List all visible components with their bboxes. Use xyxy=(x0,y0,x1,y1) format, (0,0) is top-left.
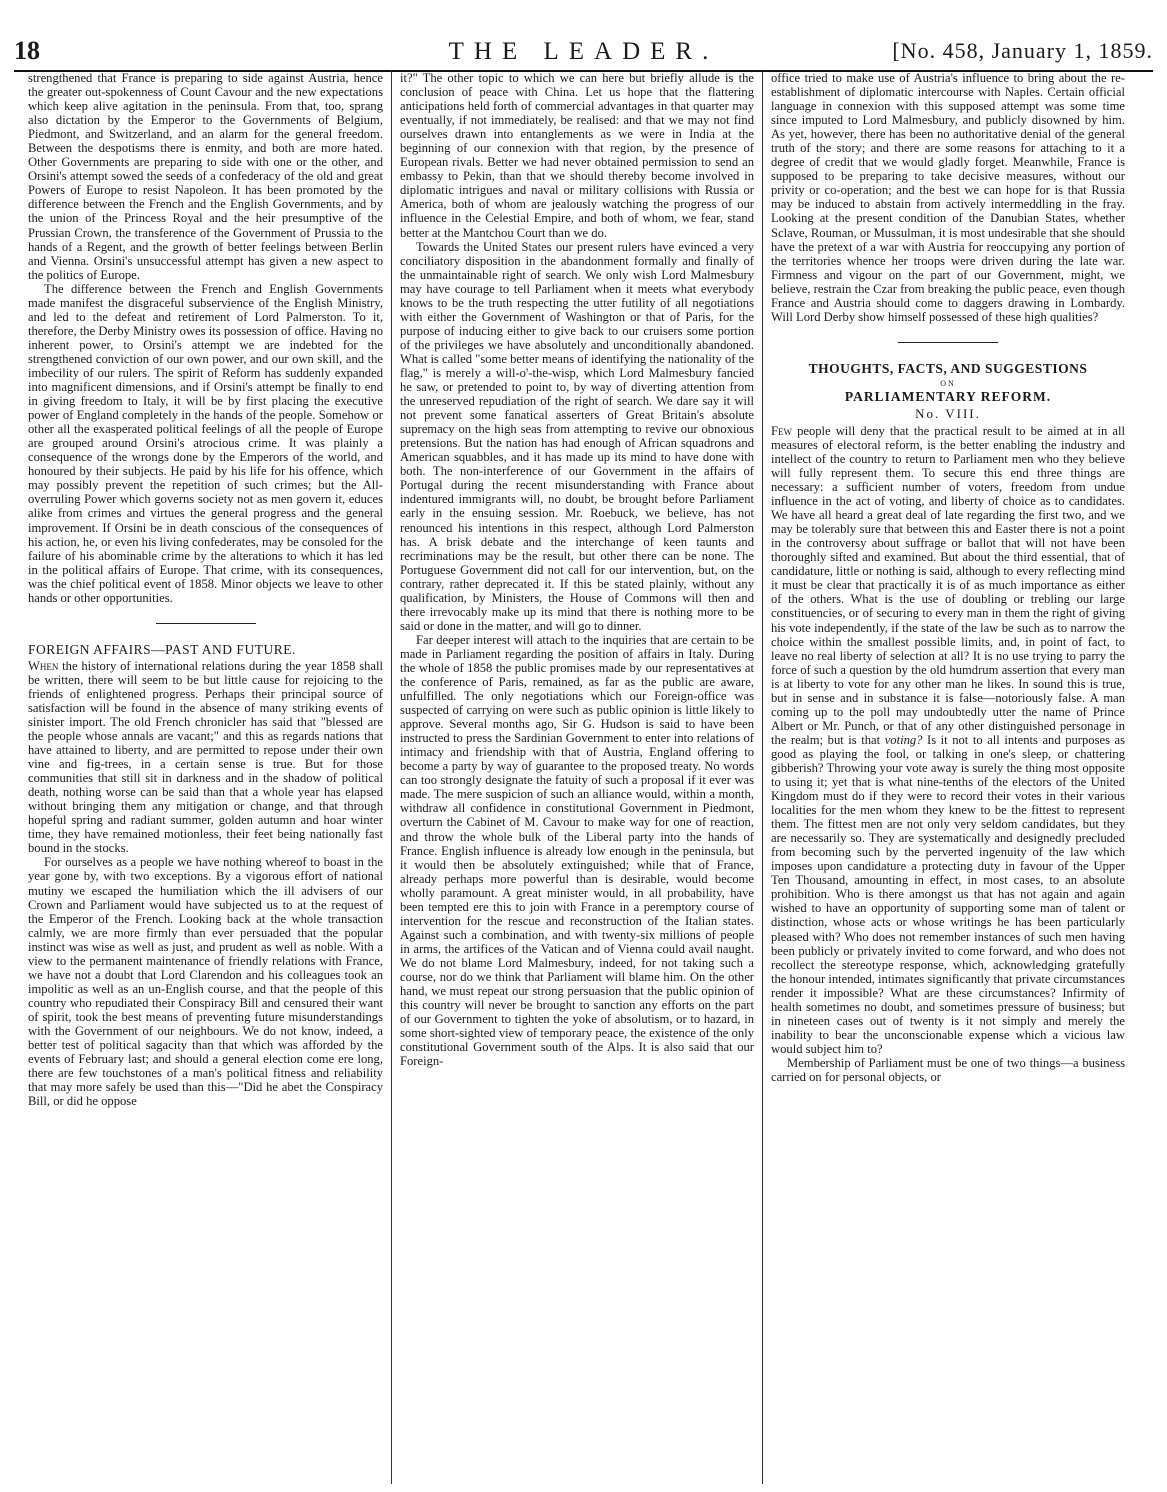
emphasis: voting? xyxy=(884,732,923,747)
lead-word: Few xyxy=(771,423,792,438)
paragraph: Towards the United States our present rulers have evinced a very conciliatory disposition in the abandonment formally and finally of the unmaintainable right of search. We only wish Lord Malmesbury may have courage to tell Parliament when it meets what everybody knows to be the truth respecting the utter futility of all negotiations with either the Government of Washington or that of Paris, for the purpose of inducing either to give back to our cruisers some portion of the privileges we have absolutely and unconditionally abandoned. What is called "some better means of identifying the nationality of the flag," is merely a will-o'-the-wisp, which Lord Malmesbury fancied he saw, or pretended to point to, by way of diverting attention from the unreserved repudiation of the right of search. We dare say it will not prevent some fanatical asserters of Great Britain's absolute supremacy on the high seas from attempting to revive our obnoxious pretensions. But the nation has had enough of African squadrons and American squabbles, and it has made up its mind to have done with both. The non-interference of our Government in the affairs of Portugal during the recent misunderstanding with France about indentured immigrants will, no doubt, be brought before Parliament early in the ensuing session. Mr. Roebuck, we believe, has not renounced his intentions in this respect, although Lord Palmerston has. A brisk debate and the interchange of keen taunts and recriminations may be the result, but other there can be none. The Portuguese Government did not call for our intervention, but, on the contrary, rather deprecated it. If this be stated plainly, without any qualification, by Ministers, the House of Commons will then and there irrevocably make up its mind that there is nothing more to be said or done in the matter, and will go to dinner. xyxy=(400,239,754,633)
paragraph: strengthened that France is preparing to side against Austria, hence the greater out-spokenness of Count Cavour and the new expectations which keep alive agitation in the peninsula. From that, too, sprang also dictation by the Emperor to the Governments of Belgium, Piedmont, and Switzerland, and an alarm for the general freedom. Between the despotisms there is enmity, and both are more hated. Other Governments are preparing to side with one or the other, and Orsini's attempt sowed the seeds of a confederacy of the old and great Powers of Europe to resist Napoleon. It has been promoted by the difference between the French and the English Governments, and by the union of the Princess Royal and the heir presumptive of the Prussian Crown, the transference of the Government of Prussia to the hands of a Regent, and the growth of better feelings between Berlin and Vienna. Orsini's unsuccessful attempt has given a new aspect to the politics of Europe. xyxy=(28,71,383,282)
column-1 xyxy=(20,71,391,1484)
lead-word: When xyxy=(28,658,59,673)
divider xyxy=(156,623,256,624)
article-number: No. VIII. xyxy=(915,405,981,421)
article-heading-thoughts: THOUGHTS, FACTS, AND SUGGESTIONS xyxy=(808,360,1088,376)
paragraph: Far deeper interest will attach to the inquiries that are certain to be made in Parliament regarding the position of affairs in Italy. During the whole of 1858 the public promises made by our representatives at the conference of Paris, remained, as far as the public are aware, unfulfilled. The only negotiations which our Foreign-office was suspected of carrying on were such as public opinion is little likely to approve. Several months ago, Sir G. Hudson is said to have been instructed to press the Sardinian Government to enter into relations of intimacy and friendship with that of Austria, England offering to become a party by way of guarantee to the proposed treaty. No words can too strongly designate the fatuity of such a proposal if it ever was made. The mere suspicion of such an alliance would, within a month, withdraw all confidence in constitutional Government in Piedmont, overturn the Cabinet of M. Cavour to make way for one of reaction, and throw the whole bulk of the Liberal party into the hands of France. English influence is already low enough in the peninsula, but it would then be absolutely extinguished; while that of France, already perhaps more powerful than is desirable, would become wholly paramount. A great minister would, in all probability, have been tempted ere this to join with France in a peremptory course of intervention for the rescue and reconstruction of the Italian states. Against such a combination, and with twenty-six millions of people in arms, the artifices of the Vatican and of Vienna could avail naught. We do not blame Lord Malmesbury, indeed, for not taking such a course, nor do we think that Parliament will blame him. On the other hand, we must repeat our strong persuasion that the public opinion of this country will never be brought to sanction any efforts on the part of our Government to tighten the yoke of absolutism, or to hazard, in some short-sighted view of temporary peace, the existence of the only constitutional Government south of the Alps. It is also said that our Foreign- xyxy=(400,632,754,1069)
paragraph xyxy=(28,659,383,856)
paragraph-text: Is it not to all intents and purposes as good as playing the fool, or talking in one's sleep, or chattering gibberish? Throwing your vote away is surely the thing most opposite to using it; yet that is what nine-tenths of the electors of the United Kingdom must do if they were to record their votes in their various localities for the men whom they knew to be the fittest to represent them. The fittest men are not only very seldom candidates, but they are necessarily so. They are systematically and designedly precluded from becoming such by the perverted ingenuity of the law which imposes upon candidature a protecting duty in favour of the Upper Ten Thousand, amounting in effect, in most cases, to an absolute prohibition. Who is there amongst us that has not again and again wished to have an opportunity of supporting some man of talent or distinction, whose acts or whose writings he has been particularly pleased with? Who does not remember instances of such men having been publicly or privately invited to come forward, and who does not recollect the stereotype response, which, acknowledging gratefully the honour intended, intimates significantly that private circumstances render it impossible? What are these circumstances? Infirmity of health sometimes no doubt, and sometimes pressure of business; but in nineteen cases out of twenty is it not simply and merely the inability to bear the unconscionable expense which a vicious law would subject him to? xyxy=(771,732,1126,1056)
newspaper-title: THE LEADER. xyxy=(448,38,719,65)
article-subheading: PARLIAMENTARY REFORM. xyxy=(844,388,1052,404)
column-2 xyxy=(391,71,762,1484)
paragraph: The difference between the French and English Governments made manifest the disgraceful subservience of the English Ministry, and led to the defeat and retirement of Lord Palmerston. To it, therefore, the Derby Ministry owes its possession of office. Having no inherent power, to Orsini's attempt we are indebted for the strengthened conviction of our own power, and our own skill, and the imbecility of our rulers. The spirit of Reform has suddenly expanded into magnificent dimensions, and if Orsini's attempt be finally to end in giving freedom to Italy, it will be by first placing the executive power of England completely in the hands of the people. Somehow or other all the exasperated political feelings of all the people of Europe are grouped around Orsini's atrocious crime. It was plainly a consequence of the wrongs done by the Emperors of the world, and honoured by their subjects. He paid by his life for his offence, which may possibly prevent the repetition of such crimes; but the All-overruling Power which governs society not as men govern it, educes alike from crimes and virtues the general progress and the general improvement. If Orsini be in death conscious of the consequences of his action, he, or even his living confederates, may be consoled for the failure of his abominable crime by the alterations to which it has led in the political affairs of Europe. That crime, with its consequences, was the chief political event of 1858. Minor objects we leave to other hands or other opportunities. xyxy=(28,281,383,605)
paragraph: it?" The other topic to which we can here but briefly allude is the conclusion of peace with China. Let us hope that the flattering anticipations held forth of commercial advantages in that quarter may eventually, if not immediately, be realised: and that we may not find ourselves drawn into entanglements as we were in India at the beginning of our connexion with that region, by the presence of European rivals. Better we had never obtained permission to send an embassy to Pekin, than that we should thereby become involved in diplomatic intrigues and naval or military collisions with Russia or America, both of whom are jealously watching the progress of our influence in the Celestial Empire, and both of whom, we fear, stand better at the Mantchou Court than we do. xyxy=(400,71,754,240)
issue-info: [No. 458, January 1, 1859. xyxy=(892,38,1153,63)
article-columns xyxy=(20,71,1147,1484)
page-number: 18 xyxy=(14,36,40,65)
paragraph-text: people will deny that the practical result to be aimed at in all measures of electoral reform, is the better enabling the industry and intellect of the country to return to Parliament men who they believe will fully represent them. To secure this end three things are necessary: a sufficient number of voters, freedom from undue influence in the act of voting, and liberty of choice as to candidates. We have all heard a great deal of late regarding the first two, and we may be tolerably sure that between this and Easter there is not a point in the controversy about suffrage or ballot that will not have been thoroughly sifted and examined. But about the third essential, that of candidature, little or nothing is said, although to every reflecting mind it must be clear that practically it is of as much importance as either of the others. What is the use of doubling or trebling our large constituencies, or of securing to every man in them the right of giving his vote independently, if the state of the law be such as to narrow the choice within the smallest possible limits, and, in point of fact, to leave no real liberty of selection at all? It is no use trying to parry the force of such a question by the old humdrum assertion that every man is at liberty to vote for any other man he likes. In sound this is true, but in sense and in substance it is false—notoriously false. A man coming up to the poll may undoubtedly utter the name of Prince Albert or Mr. Punch, or that of any other distinguished personage in the realm; but is that xyxy=(771,423,1125,747)
masthead xyxy=(14,36,1153,72)
paragraph: For ourselves as a people we have nothing whereof to boast in the year gone by, with two exceptions. By a vigorous effort of national mutiny we escaped the humiliation which the ill advisers of our Crown and Parliament would have subjected us to at the request of the Emperor of the French. Looking back at the whole transaction calmly, we are more firmly than ever persuaded that the popular instinct was wise as well as just, and prudent as well as noble. With a view to the permanent maintenance of friendly relations with France, we have not a doubt that Lord Clarendon and his colleagues took an impolitic as well as an un-English course, and that the people of this country who repudiated their Conspiracy Bill and censured their want of spirit, took the best means of preventing future misunderstandings with the Government of our neighbours. We do not know, indeed, a better test of political sagacity than that which was afforded by the events of February last; and should a general election come ere long, there are few touchstones of a man's political fitness and reliability that may more safely be used than this—"Did he abet the Conspiracy Bill, or did he oppose xyxy=(28,855,383,1109)
article-heading-foreign-affairs: FOREIGN AFFAIRS—PAST AND FUTURE. xyxy=(28,641,296,657)
paragraph: Membership of Parliament must be one of two things—a business carried on for personal objects, or xyxy=(771,1055,1125,1084)
heading-connector: ON xyxy=(940,378,956,388)
paragraph xyxy=(771,424,1125,1056)
divider xyxy=(898,342,998,343)
paragraph: office tried to make use of Austria's influence to bring about the re-establishment of diplomatic intercourse with Naples. Certain official language in connexion with this supposed attempt was some time since imputed to Lord Malmesbury, and publicly disowned by him. As yet, however, there has been no authoritative denial of the general truth of the story; and there are some reasons for attaching to it a degree of credit that we would gladly forget. Meanwhile, France is supposed to be preparing to take decisive measures, without our privity or co-operation; and the best we can hope for is that Russia may be induced to abstain from actively intermeddling in the fray. Looking at the present condition of the Danubian States, whether Sclave, Rouman, or Mussulman, it is most undesirable that she should have the pretext of a war with Austria for reoccupying any portion of the territories whence her troops were driven during the late war. Firmness and vigour on the part of our Government, might, we believe, restrain the Czar from breaking the public peace, even though France and Austria should come to daggers drawing in Lombardy. Will Lord Derby show himself possessed of these high qualities? xyxy=(771,71,1125,324)
paragraph-text: the history of international relations during the year 1858 shall be written, there will seem to be but little cause for rejoicing to the friends of enlightened progress. Perhaps their principal source of satisfaction will be found in the absence of many striking events of sinister import. The old French chronicler has said that "blessed are the people whose annals are vacant;" and this as regards nations that have attained to liberty, and are permitted to repose under their own vine and fig-trees, in a certain sense is true. But for those communities that still sit in darkness and in the shadow of political death, nothing worse can be said than that a whole year has elapsed without bringing them any mitigation or change, and that through hopeful spring and radiant summer, golden autumn and hoar winter time, they have remained motionless, their feet being nationally fast bound in the stocks. xyxy=(28,658,383,856)
column-3 xyxy=(762,71,1133,1484)
